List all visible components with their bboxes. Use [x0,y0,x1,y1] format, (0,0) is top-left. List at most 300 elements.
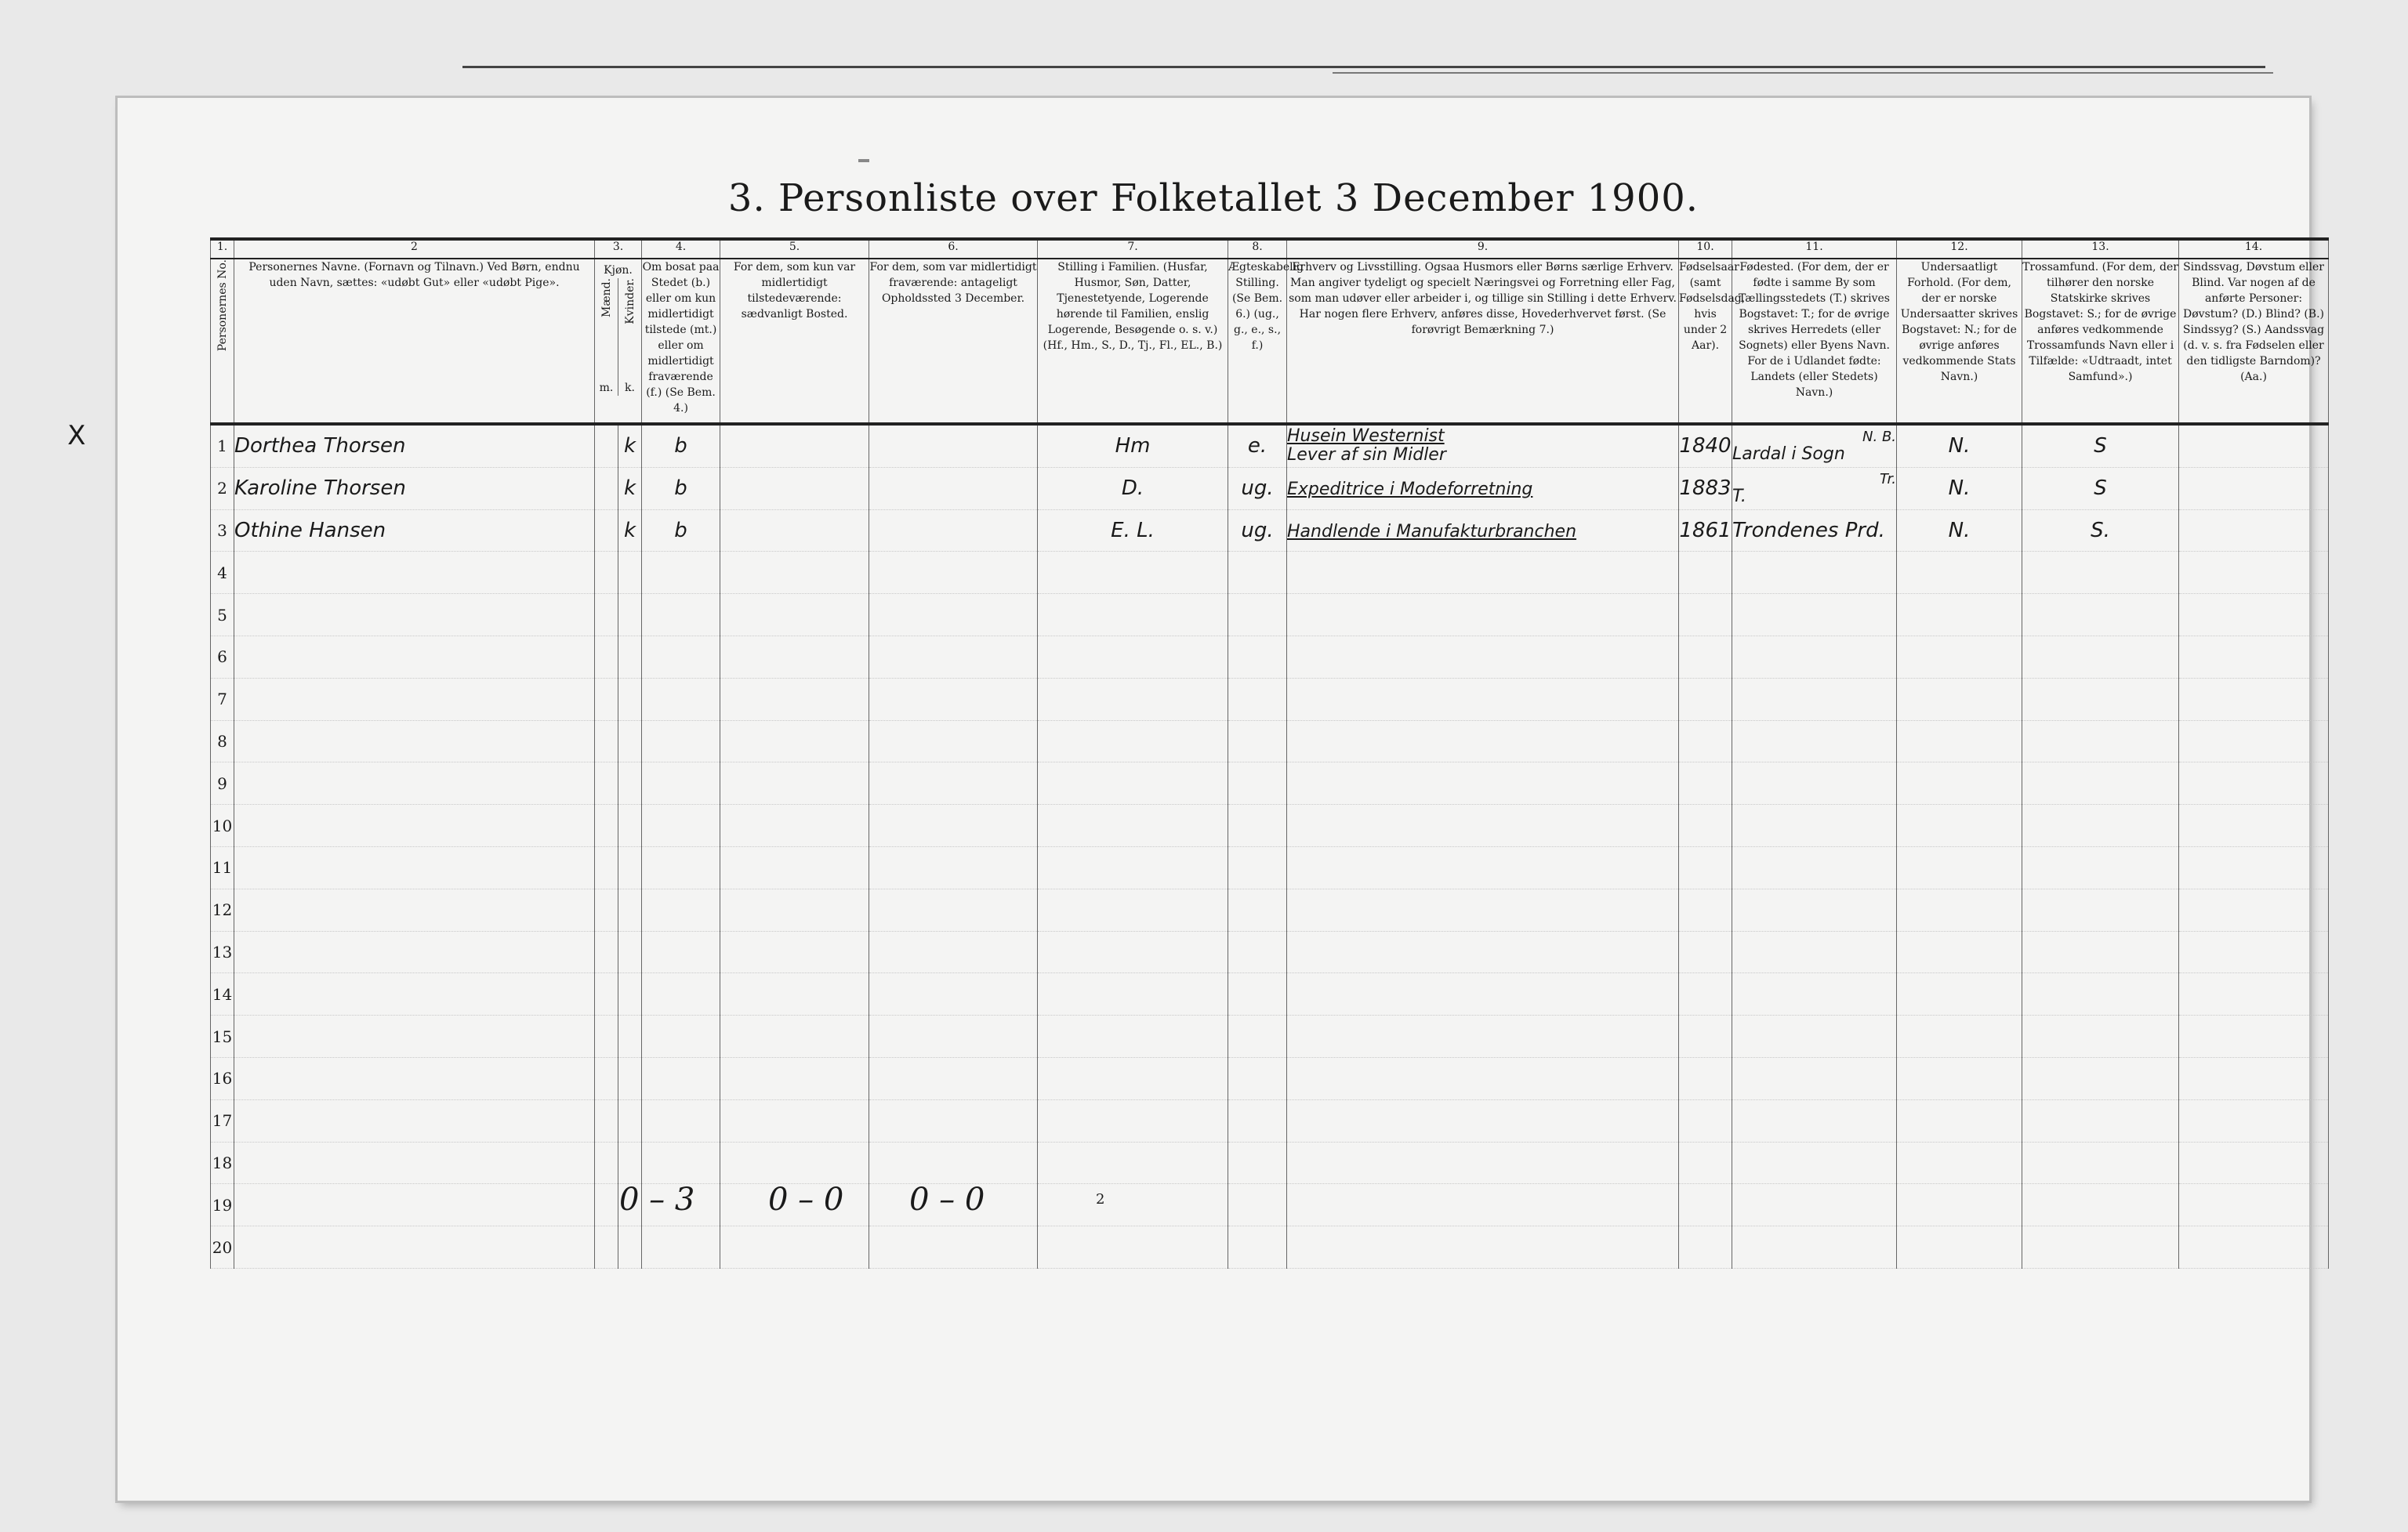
disability-cell [2179,678,2329,720]
sex-male-cell [595,846,618,889]
citizenship-cell [1897,805,2022,847]
religion-cell [2022,594,2179,636]
religion: S [2094,476,2107,501]
person-name-cell [234,1184,595,1226]
birth-year-cell [1679,931,1732,973]
person-name-cell [234,889,595,931]
table-row [211,931,2329,973]
usual-residence-cell [720,594,869,636]
birth-year: 1883 [1679,476,1732,501]
row-number: 11 [212,858,233,878]
marital-status-cell [1228,509,1287,552]
header-family-position: Stilling i Familien. (Husfar, Husmor, Søn, Datter, Tjenestetyende, Logerende hørende til Familien, enslig Logerende, Besøgende o. s. v.) (Hf., Hm., S., D., Tj., Fl., EL., B.) [1038,259,1228,424]
usual-residence-cell [720,762,869,805]
marital-status-cell [1228,552,1287,594]
sex-male-cell [595,720,618,762]
temp-location-cell [869,509,1038,552]
occupation-cell [1287,1099,1679,1142]
occupation-cell [1287,636,1679,678]
sex-female-cell [618,931,642,973]
row-number-cell [211,424,234,467]
citizenship-cell [1897,509,2022,552]
header-sex-sub [595,278,641,396]
usual-residence-cell [720,1226,869,1269]
citizenship: N. [1948,518,1971,542]
table-row [211,424,2329,467]
marital-status-cell [1228,467,1287,509]
birth-year-cell [1679,889,1732,931]
person-name-cell [234,973,595,1016]
table-row [211,509,2329,552]
birth-year-cell [1679,424,1732,467]
marital-status-cell [1228,973,1287,1016]
birth-year-cell [1679,762,1732,805]
temp-location-cell [869,424,1038,467]
sex-female-cell [618,973,642,1016]
family-position-cell [1038,1142,1228,1184]
temp-location-cell [869,720,1038,762]
occupation-cell [1287,509,1679,552]
disability-cell [2179,1016,2329,1058]
birthplace-cell [1732,1142,1897,1184]
usual-residence-cell [720,846,869,889]
header-disability: Sindssvag, Døvstum eller Blind. Var nogen af de anførte Personer: Døvstum? (D.) Blind? (B.) Sindssyg? (S.) Aandssvag (d. v. s. fra Fødselen eller den tidligste Barndom)? (Aa.) [2179,259,2329,424]
disability-cell [2179,1057,2329,1099]
temp-location-cell [869,678,1038,720]
header-occupation: Erhverv og Livsstilling. Ogsaa Husmors eller Børns særlige Erhverv. Man angiver tydeligt og specielt Næringsvei og Forretning eller Fag, som man udøver eller arbeider i, og tillige sin Stilling i dette Erhverv. Har nogen flere Erhverv, anføres disse, Hovederhvervet først. (Se forøvrigt Bemærkning 7.) [1287,259,1679,424]
marital-status-cell [1228,1057,1287,1099]
marital-status-cell [1228,889,1287,931]
person-name-cell [234,846,595,889]
birthplace-cell [1732,973,1897,1016]
family-position-cell [1038,1016,1228,1058]
family-position-cell [1038,973,1228,1016]
citizenship-cell [1897,846,2022,889]
birth-year-cell [1679,467,1732,509]
row-number-cell [211,552,234,594]
temp-location-cell [869,1226,1038,1269]
colnum-11: 11. [1732,239,1897,259]
residence-status-cell [642,678,720,720]
marital-status-cell [1228,424,1287,467]
temp-location-cell [869,931,1038,973]
citizenship-cell [1897,762,2022,805]
disability-cell [2179,762,2329,805]
row-number-cell [211,1142,234,1184]
citizenship-cell [1897,1226,2022,1269]
birthplace-cell [1732,424,1897,467]
occupation-cell [1287,973,1679,1016]
residence-status-cell [642,720,720,762]
person-name-cell [234,552,595,594]
birth-year-cell [1679,1057,1732,1099]
occupation-cell [1287,720,1679,762]
birthplace-cell [1732,762,1897,805]
religion-cell [2022,846,2179,889]
colnum-12: 12. [1897,239,2022,259]
sex-male-cell [595,1226,618,1269]
person-name-cell [234,720,595,762]
citizenship-cell [1897,467,2022,509]
birthplace-text: T. [1732,487,1746,507]
row-number-cell [211,762,234,805]
sex-female-cell [618,1099,642,1142]
disability-cell [2179,509,2329,552]
row-number-cell [211,467,234,509]
sex-male-cell [595,973,618,1016]
tally-1: 0 – 3 [619,1182,695,1218]
row-number-cell [211,846,234,889]
row-number-cell [211,805,234,847]
temp-location-cell [869,1016,1038,1058]
row-number-cell [211,678,234,720]
residence-status-cell [642,509,720,552]
disability-cell [2179,889,2329,931]
occupation-cell [1287,552,1679,594]
occupation-cell [1287,1016,1679,1058]
residence-status-cell [642,931,720,973]
row-number-cell [211,1184,234,1226]
disability-cell [2179,805,2329,847]
row-number: 18 [212,1153,233,1172]
usual-residence-cell [720,973,869,1016]
row-number-cell [211,720,234,762]
marital-status-cell [1228,1099,1287,1142]
row-number: 7 [217,690,227,709]
person-name-cell [234,1099,595,1142]
birth-year-cell [1679,1016,1732,1058]
row-number: 16 [212,1069,233,1088]
table-row [211,762,2329,805]
birth-year-cell [1679,805,1732,847]
colnum-5: 5. [720,239,869,259]
margin-x-mark: X [67,420,86,451]
temp-location-cell [869,467,1038,509]
row-number-cell [211,1016,234,1058]
citizenship: N. [1948,476,1971,501]
birth-year-cell [1679,720,1732,762]
usual-residence-cell [720,678,869,720]
occupation: Expeditrice i Modeforretning [1287,480,1533,500]
residence-status-cell [642,1142,720,1184]
usual-residence-cell [720,467,869,509]
sex-female-cell [618,846,642,889]
person-name-cell [234,594,595,636]
table-row [211,1016,2329,1058]
usual-residence-cell [720,424,869,467]
birth-year-cell [1679,636,1732,678]
temp-location-cell [869,594,1038,636]
marital-status-cell [1228,594,1287,636]
birthplace-note: N. B. [1862,429,1897,446]
person-name: Karoline Thorsen [234,476,406,501]
family-position-cell [1038,424,1228,467]
table-row [211,889,2329,931]
temp-location-cell [869,762,1038,805]
header-sex [595,259,642,424]
table-row [211,973,2329,1016]
family-position-cell [1038,594,1228,636]
citizenship-cell [1897,424,2022,467]
colnum-13: 13. [2022,239,2179,259]
temp-location-cell [869,846,1038,889]
religion-cell [2022,509,2179,552]
family-position-cell [1038,509,1228,552]
residence-status-cell [642,973,720,1016]
row-number-cell [211,889,234,931]
disability-cell [2179,467,2329,509]
citizenship-cell [1897,720,2022,762]
header-religion: Trossamfund. (For dem, der tilhører den norske Statskirke skrives Bogstavet: S.; for de øvrige anføres vedkommende Trossamfunds Navn eller i Tilfælde: «Udtraadt, intet Samfund».) [2022,259,2179,424]
person-name-cell [234,1142,595,1184]
sex-female-cell [618,805,642,847]
birthplace-cell [1732,678,1897,720]
citizenship-cell [1897,973,2022,1016]
birthplace-cell [1732,1057,1897,1099]
marital-status-cell [1228,1142,1287,1184]
birthplace-cell [1732,467,1897,509]
occupation-cell [1287,1226,1679,1269]
temp-location-cell [869,636,1038,678]
disability-cell [2179,636,2329,678]
disability-cell [2179,594,2329,636]
sex-female-cell [618,424,642,467]
marital-status-cell [1228,846,1287,889]
row-number: 1 [217,436,227,456]
occupation-cell [1287,762,1679,805]
disability-cell [2179,720,2329,762]
birth-year: 1840 [1679,434,1732,458]
occupation-cell [1287,594,1679,636]
sex-female-cell [618,467,642,509]
tally-3: 0 – 0 [909,1182,985,1218]
family-position-cell [1038,805,1228,847]
occupation-cell [1287,678,1679,720]
row-number-cell [211,509,234,552]
sex-female-cell [618,889,642,931]
table-row [211,1099,2329,1142]
residence-status-cell [642,1099,720,1142]
row-number: 9 [217,773,227,793]
table-row [211,1226,2329,1269]
census-table [210,237,2329,1269]
birthplace-cell [1732,552,1897,594]
religion-cell [2022,1142,2179,1184]
sex-female-cell [618,762,642,805]
sex-male-cell [595,424,618,467]
row-number: 10 [212,816,233,835]
census-form [210,237,2325,1266]
page-number: 2 [1096,1191,1105,1208]
birthplace-cell [1732,1184,1897,1226]
header-sex-k-cell [618,278,642,380]
sex-male-cell [595,762,618,805]
sex-male-cell [595,931,618,973]
citizenship-cell [1897,931,2022,973]
marital-status-cell [1228,1016,1287,1058]
header-person-no-text: Personernes No. [216,259,229,352]
birthplace: Trondenes Prd. [1732,518,1885,542]
sex-female-cell [618,552,642,594]
header-sex-m-short: m. [599,382,614,394]
religion-cell [2022,973,2179,1016]
religion-cell [2022,1099,2179,1142]
occupation: Handlende i Manufakturbranchen [1287,521,1577,541]
person-name-cell [234,509,595,552]
disability-cell [2179,931,2329,973]
header-marital-status: Ægteskabelig Stilling. (Se Bem. 6.) (ug., g., e., s., f.) [1228,259,1287,424]
religion-cell [2022,1057,2179,1099]
usual-residence-cell [720,552,869,594]
header-sex-title: Kjøn. [604,264,633,277]
sex-male-cell [595,1142,618,1184]
disability-cell [2179,1142,2329,1184]
occupation-cell [1287,846,1679,889]
marital-status-cell [1228,931,1287,973]
table-row [211,636,2329,678]
usual-residence-cell [720,889,869,931]
marital-status-cell [1228,678,1287,720]
disability-cell [2179,973,2329,1016]
citizenship-cell [1897,594,2022,636]
header-sex-m-cell [595,278,618,380]
sex-male-cell [595,552,618,594]
family-position-cell [1038,846,1228,889]
residence-status-cell [642,846,720,889]
family-position-cell [1038,1099,1228,1142]
residence-status-cell [642,1016,720,1058]
birthplace-cell [1732,509,1897,552]
marital-status: ug. [1241,518,1274,542]
sex-female-cell [618,1016,642,1058]
family-position-cell [1038,1057,1228,1099]
header-birth-year: Fødselsaar (samt Fødselsdag, hvis under 2 Aar). [1679,259,1732,424]
sex-female: k [623,518,636,542]
colnum-8: 8. [1228,239,1287,259]
citizenship-cell [1897,1016,2022,1058]
header-temp-location: For dem, som var midlertidigt fraværende: antageligt Opholdssted 3 December. [869,259,1038,424]
header-names: Personernes Navne. (Fornavn og Tilnavn.) Ved Børn, endnu uden Navn, sættes: «udøbt Gut» eller «udøbt Pige». [234,259,595,424]
colnum-2: 2 [234,239,595,259]
sex-male-cell [595,1016,618,1058]
row-number-cell [211,1057,234,1099]
person-name-cell [234,424,595,467]
occupation-cell [1287,889,1679,931]
sex-male-cell [595,889,618,931]
birth-year-cell [1679,1226,1732,1269]
usual-residence-cell [720,805,869,847]
religion-cell [2022,552,2179,594]
occupation-cell [1287,424,1679,467]
citizenship-cell [1897,636,2022,678]
occupation-cell [1287,1142,1679,1184]
person-name-cell [234,931,595,973]
page-title: 3. Personliste over Folketallet 3 December 1900. [727,176,1699,220]
row-number: 5 [217,605,227,625]
marital-status: e. [1247,434,1267,458]
religion: S [2094,434,2107,458]
row-number-cell [211,931,234,973]
sex-male-cell [595,594,618,636]
birthplace-cell [1732,889,1897,931]
citizenship-cell [1897,552,2022,594]
residence-status-cell [642,1226,720,1269]
colnum-7: 7. [1038,239,1228,259]
occupation-cell [1287,1057,1679,1099]
residence-status-cell [642,636,720,678]
temp-location-cell [869,805,1038,847]
family-position-cell [1038,552,1228,594]
family-position-cell [1038,931,1228,973]
birth-year-cell [1679,678,1732,720]
sex-female: k [623,434,636,458]
occupation-cell [1287,805,1679,847]
religion: S. [2091,518,2110,542]
sex-male-cell [595,509,618,552]
citizenship-cell [1897,678,2022,720]
column-number-row [211,239,2329,259]
residence-status-cell [642,889,720,931]
header-sex-k: Kvinder. [623,278,636,324]
marital-status-cell [1228,636,1287,678]
family-position-cell [1038,1184,1228,1226]
row-number: 6 [217,647,227,667]
row-number-cell [211,594,234,636]
disability-cell [2179,846,2329,889]
row-number: 3 [217,520,227,540]
sex-male-cell [595,805,618,847]
person-name-cell [234,636,595,678]
header-usual-residence: For dem, som kun var midlertidigt tilstedeværende: sædvanligt Bosted. [720,259,869,424]
marital-status-cell [1228,1184,1287,1226]
residence-status-cell [642,467,720,509]
family-position-cell [1038,636,1228,678]
religion-cell [2022,762,2179,805]
birthplace-note: Tr. [1879,471,1897,488]
sex-male-cell [595,1099,618,1142]
usual-residence-cell [720,931,869,973]
family-position-cell [1038,762,1228,805]
occupation-line-1: Husein Westernist [1287,426,1445,447]
birthplace-cell [1732,636,1897,678]
row-number-cell [211,1226,234,1269]
birthplace-cell [1732,594,1897,636]
family-position: D. [1121,476,1144,501]
family-position-cell [1038,720,1228,762]
sex-female-cell [618,1226,642,1269]
table-row [211,1142,2329,1184]
religion-cell [2022,424,2179,467]
religion-cell [2022,889,2179,931]
family-position-cell [1038,1226,1228,1269]
sex-male-cell [595,678,618,720]
disability-cell [2179,552,2329,594]
usual-residence-cell [720,636,869,678]
sex-male-cell [595,1184,618,1226]
header-sex-k-short: k. [618,380,642,396]
birth-year-cell [1679,552,1732,594]
sex-male-cell [595,467,618,509]
colnum-14: 14. [2179,239,2329,259]
birth-year-cell [1679,509,1732,552]
header-sex-m: Mænd. [600,278,613,317]
residence-status: b [674,518,687,542]
table-row [211,846,2329,889]
birthplace-cell [1732,1099,1897,1142]
temp-location-cell [869,1057,1038,1099]
citizenship-cell [1897,1057,2022,1099]
birth-year-cell [1679,1142,1732,1184]
